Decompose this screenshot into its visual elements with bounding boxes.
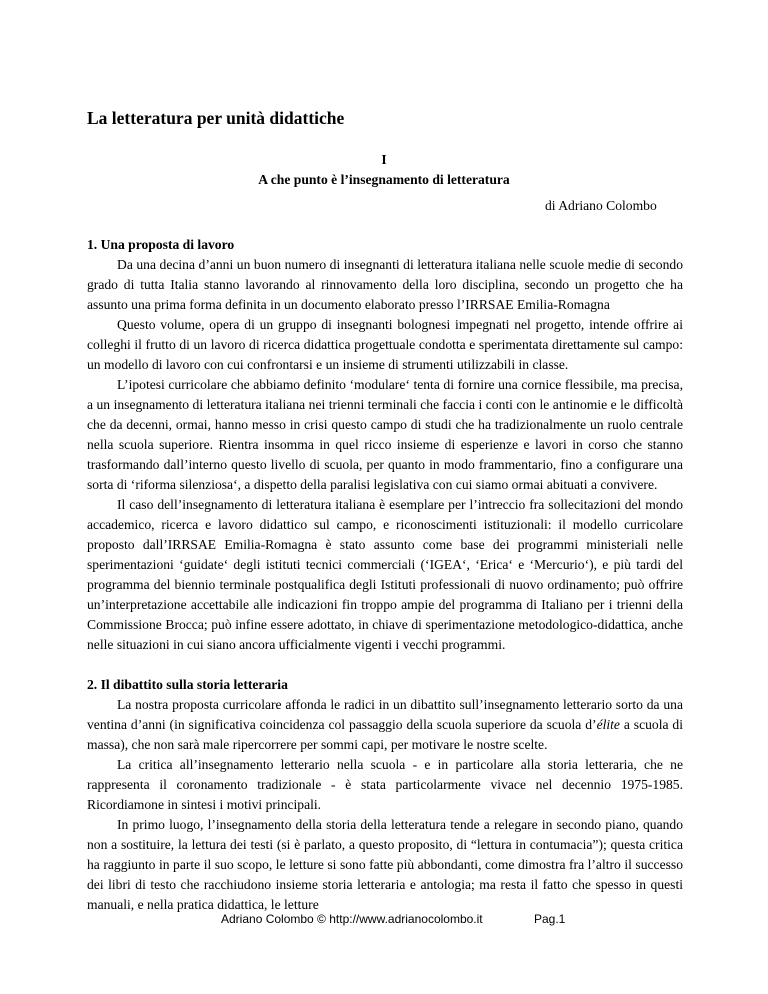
page-number: Pag.1 bbox=[534, 912, 566, 926]
paragraph: La critica all’insegnamento letterario nella scuola - e in particolare alla storia letteraria, che ne rappresenta il coronamento tradizionale - è stata particolarmente vivace nel decennio 1975-1985. Ricordiamone in sintesi i motivi principali. bbox=[87, 757, 683, 812]
paragraph: Da una decina d’anni un buon numero di insegnanti di letteratura italiana nelle scuole medie di secondo grado di tutta Italia stanno lavorando al rinnovamento della loro disciplina, secondo un progetto che ha assunto una prima forma definita in un documento elaborato presso l’IRRSAE Emilia-Romagna bbox=[87, 257, 683, 312]
section-heading: 2. Il dibattito sulla storia letteraria bbox=[87, 677, 288, 692]
paragraph: Questo volume, opera di un gruppo di insegnanti bolognesi impegnati nel progetto, intende offrire ai colleghi il frutto di un lavoro di ricerca didattica progettuale condotta e sperimentata direttamente sul campo: un modello di lavoro con cui confrontarsi e un insieme di strumenti utilizzabili in classe. bbox=[87, 317, 683, 372]
paragraph: L’ipotesi curricolare che abbiamo definito ‘modulare‘ tenta di fornire una cornice flessibile, ma precisa, a un insegnamento di letteratura italiana nei trienni terminali che faccia i conti con le antinomie e le difficoltà che da decenni, ormai, hanno messo in crisi questo campo di studi che ha tradizionalmente un ruolo centrale nella scuola superiore. Rientra insomma in quel ricco insieme di esperienze e lavori in corso che stanno trasformando dall’interno questo livello di scuola, per quanto in modo frammentario, fino a configurare una sorta di ‘riforma silenziosa‘, a dispetto della paralisi legislativa con cui siamo ormai abituati a convivere. bbox=[87, 377, 683, 492]
chapter-number: I bbox=[381, 152, 387, 167]
document-body bbox=[87, 235, 683, 915]
section-proposta bbox=[87, 235, 683, 655]
document-title: La letteratura per unità didattiche bbox=[87, 108, 345, 128]
chapter-title: A che punto è l’insegnamento di letteratura bbox=[258, 172, 510, 187]
section-dibattito bbox=[87, 675, 683, 915]
paragraph: La nostra proposta curricolare affonda le radici in un dibattito sull’insegnamento letterario sorto da una ventina d’anni (in significativa coincidenza col passaggio della scuola superiore da scuola d’élite a scuola di massa), che non sarà male ripercorrere per sommi capi, per motivare le nostre scelte. bbox=[87, 697, 684, 752]
paragraph: In primo luogo, l’insegnamento della storia della letteratura tende a relegare in secondo piano, quando non a sostituire, la lettura dei testi (si è parlato, a questo proposito, di “lettura in contumacia”); questa critica ha raggiunto in parte il suo scopo, le letture si sono fatte più abbondanti, come dimostra fra l’altro il successo dei libri di testo che racchiudono insieme storia letteraria e antologia; ma resta il fatto che spesso in questi manuali, e nella pratica didattica, le letture bbox=[87, 817, 683, 912]
paragraph: Il caso dell’insegnamento di letteratura italiana è esemplare per l’intreccio fra sollecitazioni del mondo accademico, ricerca e lavoro didattico sul campo, e riconoscimenti istituzionali: il modello curricolare proposto dall’IRRSAE Emilia-Romagna è stato assunto come base dei programmi ministeriali nelle sperimentazioni ‘guidate‘ degli istituti tecnici commerciali (‘IGEA‘, ‘Erica‘ e ‘Mercurio‘), e più tardi del programma del biennio terminale postqualifica degli Istituti professionali di nuovo ordinamento; può offrire un’interpretazione accettabile alle indicazioni fin troppo ampie del programma di Italiano per i trienni della Commissione Brocca; può infine essere adottato, in chiave di sperimentazione metodologico-didattica, anche nelle situazioni in cui siano ancora ufficialmente vigenti i vecchi programmi. bbox=[87, 497, 683, 652]
section-heading: 1. Una proposta di lavoro bbox=[87, 237, 235, 252]
author-line: di Adriano Colombo bbox=[545, 198, 657, 213]
footer-credit: Adriano Colombo © http://www.adrianocolombo.it bbox=[221, 912, 483, 926]
